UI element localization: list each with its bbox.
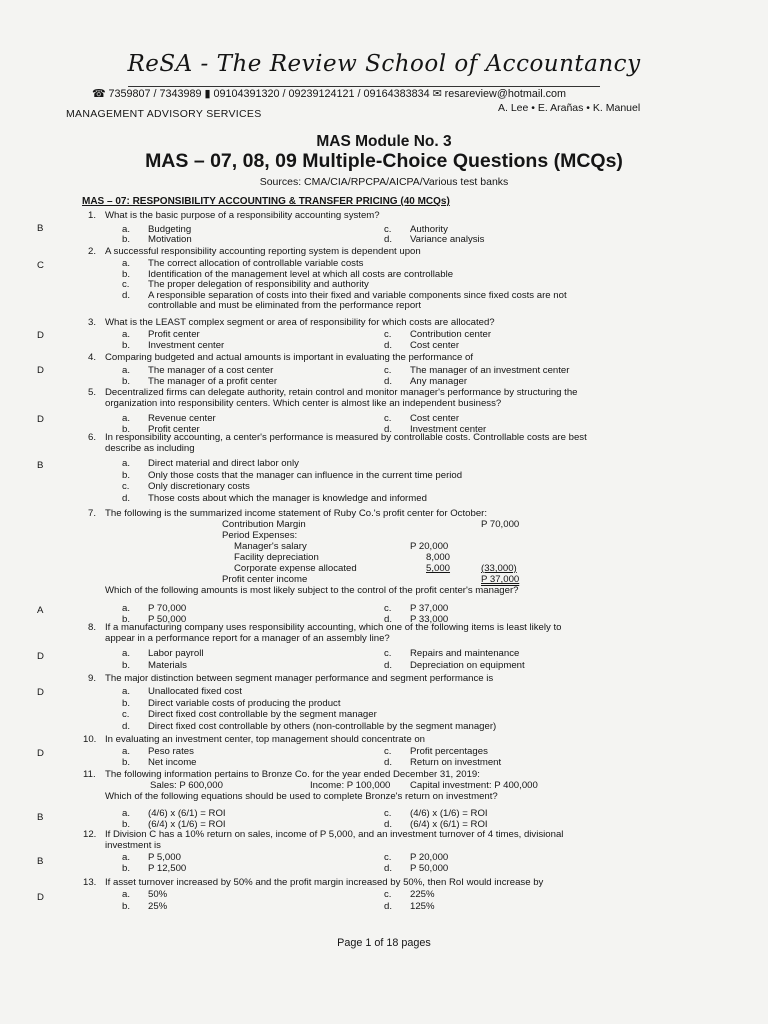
option-letter: d. (384, 901, 393, 912)
answer-key: A (37, 605, 44, 616)
answer-key: D (37, 414, 44, 425)
option-letter: a. (122, 808, 131, 819)
statement-value: 8,000 (426, 552, 451, 563)
answer-option (384, 414, 459, 425)
main-title: MAS – 07, 08, 09 Multiple-Choice Questions (MCQs) (145, 150, 623, 172)
option-letter: c. (384, 808, 392, 819)
answer-key: B (37, 223, 44, 234)
section-heading: MAS – 07: RESPONSIBILITY ACCOUNTING & TRANSFER PRICING (40 MCQs) (82, 196, 450, 207)
answer-key: B (37, 460, 44, 471)
answer-option (122, 699, 341, 710)
option-text: Revenue center (148, 413, 216, 424)
answer-key: B (37, 856, 44, 867)
option-letter: b. (122, 376, 131, 387)
option-letter: c. (384, 329, 392, 340)
option-text: The proper delegation of responsibility and authority (148, 279, 369, 291)
option-text: 125% (410, 901, 435, 912)
option-text: Profit percentages (410, 746, 488, 757)
option-text: 25% (148, 901, 168, 912)
option-text: Profit center (148, 329, 200, 340)
answer-key: D (37, 687, 44, 698)
question-text: If a manufacturing company uses responsibility accounting, which one of the following items is least likely to (105, 622, 562, 633)
statement-label: Manager's salary (234, 541, 307, 552)
option-text: Net income (148, 757, 197, 768)
option-letter: a. (122, 329, 131, 340)
question-number: 6. (88, 432, 97, 443)
statement-label: Profit center income (222, 574, 308, 585)
option-letter: b. (122, 819, 131, 830)
option-text: P 5,000 (148, 852, 181, 863)
option-text: 50% (148, 889, 168, 900)
module-title: MAS Module No. 3 (316, 133, 452, 150)
question-number: 9. (88, 673, 97, 684)
option-text: Only those costs that the manager can influence in the current time period (148, 469, 463, 481)
answer-option (122, 604, 186, 615)
option-letter: c. (384, 603, 392, 614)
answer-key: D (37, 365, 44, 376)
question-number: 10. (83, 734, 97, 745)
question-text: investment is (105, 839, 161, 851)
answer-key: D (37, 748, 44, 759)
statement-value: P 70,000 (481, 519, 520, 530)
option-letter: b. (122, 863, 131, 874)
answer-option (122, 377, 277, 388)
answer-option (384, 235, 484, 246)
answer-option (122, 747, 194, 758)
option-letter: b. (122, 614, 131, 625)
question-followup: Which of the following amounts is most likely subject to the control of the profit center's manager? (105, 585, 519, 596)
option-text: Unallocated fixed cost (148, 686, 242, 697)
option-letter: b. (122, 268, 131, 280)
option-text: Those costs about which the manager is knowledge and informed (148, 492, 427, 504)
option-letter: b. (122, 660, 131, 671)
question-text: In responsibility accounting, a center's performance is measured by controllable costs. Controllable costs are best (105, 432, 587, 443)
answer-option (122, 661, 187, 672)
question-text: The following is the summarized income statement of Ruby Co.'s profit center for October: (105, 508, 488, 519)
answer-option (384, 366, 569, 377)
option-letter: d. (384, 757, 393, 768)
sources-line: Sources: CMA/CIA/RPCPA/AICPA/Various test banks (259, 176, 509, 188)
subject-label: MANAGEMENT ADVISORY SERVICES (66, 108, 262, 120)
option-text: Cost center (410, 340, 460, 351)
option-letter: b. (122, 697, 131, 709)
answer-option (384, 902, 435, 913)
question-text: describe as including (105, 442, 195, 454)
option-text: Direct material and direct labor only (148, 458, 299, 469)
option-letter: a. (122, 258, 131, 269)
question-followup: Which of the following equations should be used to complete Bronze's return on investment? (105, 791, 498, 802)
question-text: organization into responsibility centers. Which center is almost like an independent business? (105, 397, 502, 409)
answer-option (384, 661, 525, 672)
option-text: Authority (410, 224, 448, 235)
option-text: Peso rates (148, 746, 194, 757)
option-text: The manager of an investment center (410, 365, 570, 376)
question-text: The major distinction between segment manager performance and segment performance is (105, 673, 494, 684)
answer-option (384, 809, 488, 820)
option-text: P 70,000 (148, 603, 187, 614)
option-text: P 50,000 (410, 863, 449, 874)
option-letter: c. (384, 648, 392, 659)
option-text: Budgeting (148, 224, 192, 235)
option-letter: a. (122, 648, 131, 659)
statement-value: 5,000 (426, 563, 451, 574)
option-text: P 20,000 (410, 852, 449, 863)
option-text: P 50,000 (148, 614, 187, 625)
option-text: Contribution center (410, 329, 492, 340)
question-text: appear in a performance report for a manager of an assembly line? (105, 632, 390, 644)
answer-option (122, 414, 216, 425)
question-number: 12. (83, 829, 97, 840)
statement-label: Contribution Margin (222, 519, 306, 530)
question-text: What is the basic purpose of a responsibility accounting system? (105, 210, 380, 221)
answer-option (384, 649, 519, 660)
option-letter: a. (122, 889, 131, 900)
option-letter: a. (122, 603, 131, 614)
answer-option (384, 377, 467, 388)
answer-option (384, 330, 491, 341)
option-letter: d. (122, 721, 131, 733)
school-title: ReSA - The Review School of Accountancy (127, 51, 641, 77)
option-text: controllable and must be eliminated from the performance report (148, 300, 422, 312)
option-letter: c. (384, 852, 392, 863)
option-letter: d. (384, 614, 393, 625)
statement-label: Period Expenses: (222, 530, 298, 541)
answer-option (122, 722, 496, 733)
option-letter: c. (384, 365, 392, 376)
option-letter: a. (122, 224, 131, 235)
question-text: In evaluating an investment center, top management should concentrate on (105, 734, 425, 745)
answer-option (122, 235, 192, 246)
option-text: Variance analysis (410, 234, 485, 245)
option-text: Repairs and maintenance (410, 648, 520, 659)
answer-key: D (37, 651, 44, 662)
option-letter: d. (122, 492, 131, 504)
option-letter: a. (122, 365, 131, 376)
question-number: 11. (83, 769, 96, 780)
option-text: Profit center (148, 424, 200, 435)
statement-label: Corporate expense allocated (234, 563, 357, 574)
info-income: Income: P 100,000 (310, 780, 391, 791)
answer-option (384, 864, 448, 875)
answer-option (122, 687, 242, 698)
statement-total: P 37,000 (481, 574, 520, 585)
question-text: Comparing budgeted and actual amounts is important in evaluating the performance of (105, 352, 473, 363)
question-text: The following information pertains to Bronze Co. for the year ended December 31, 2019: (105, 769, 480, 780)
answer-option (122, 459, 299, 470)
answer-option (384, 853, 448, 864)
option-text: Materials (148, 660, 187, 671)
answer-option (122, 471, 462, 482)
answer-option (122, 809, 226, 820)
option-text: (4/6) x (1/6) = ROI (410, 808, 488, 819)
answer-key: B (37, 812, 44, 823)
option-text: The manager of a cost center (148, 365, 274, 376)
question-text: What is the LEAST complex segment or area of responsibility for which costs are allocated? (105, 317, 495, 328)
answer-option (122, 710, 377, 721)
option-text: Identification of the management level at which all costs are controllable (148, 268, 454, 280)
answer-option (384, 341, 459, 352)
option-letter: d. (384, 863, 393, 874)
option-letter: d. (384, 340, 393, 351)
option-letter: a. (122, 458, 131, 469)
option-letter: b. (122, 901, 131, 912)
option-letter: d. (384, 376, 393, 387)
answer-option (122, 864, 186, 875)
option-text: Investment center (410, 424, 487, 435)
answer-option (384, 604, 448, 615)
option-text: 225% (410, 889, 435, 900)
answer-key: C (37, 260, 44, 271)
option-text: A responsible separation of costs into their fixed and variable components since fixed costs are not (148, 289, 567, 301)
answer-option (122, 902, 167, 913)
question-number: 1. (88, 210, 97, 221)
question-number: 2. (88, 246, 97, 257)
option-text: Return on investment (410, 757, 502, 768)
statement-value: P 20,000 (410, 541, 449, 552)
option-letter: c. (384, 746, 392, 757)
title-rule (128, 86, 600, 87)
authors: A. Lee • E. Arañas • K. Manuel (498, 102, 641, 114)
option-text: (4/6) x (6/1) = ROI (148, 808, 226, 819)
option-letter: c. (122, 481, 130, 492)
option-text: Labor payroll (148, 648, 204, 659)
option-letter: c. (122, 709, 130, 721)
option-letter: c. (384, 889, 392, 900)
option-text: The manager of a profit center (148, 376, 278, 387)
answer-option (122, 341, 224, 352)
option-text: P 33,000 (410, 614, 449, 625)
answer-key: D (37, 330, 44, 341)
answer-option (122, 890, 167, 901)
question-text: If Division C has a 10% return on sales, income of P 5,000, and an investment turnover of 4 times, divisional (105, 829, 564, 840)
option-letter: b. (122, 757, 131, 768)
option-text: (6/4) x (6/1) = ROI (410, 819, 488, 830)
answer-option (122, 853, 181, 864)
question-number: 7. (88, 508, 97, 519)
option-text: The correct allocation of controllable variable costs (148, 258, 364, 269)
answer-option (122, 494, 427, 505)
answer-option (384, 758, 501, 769)
option-letter: d. (122, 289, 131, 301)
question-number: 13. (83, 877, 97, 888)
statement-label: Facility depreciation (234, 552, 319, 563)
option-text: Investment center (148, 340, 225, 351)
option-letter: b. (122, 340, 131, 351)
answer-option (122, 649, 203, 660)
option-text: Depreciation on equipment (410, 660, 525, 671)
option-letter: d. (384, 660, 393, 671)
option-letter: a. (122, 413, 131, 424)
option-letter: c. (122, 279, 130, 291)
question-text: A successful responsibility accounting reporting system is dependent upon (105, 246, 421, 257)
answer-option (122, 482, 250, 493)
question-text: Decentralized firms can delegate authority, retain control and monitor manager's performance by structuring the (105, 387, 578, 398)
answer-option (384, 890, 435, 901)
answer-option (122, 330, 200, 341)
option-letter: b. (122, 424, 131, 435)
answer-key: D (37, 892, 44, 903)
question-number: 4. (88, 352, 97, 363)
option-letter: b. (122, 469, 131, 481)
option-letter: c. (384, 413, 392, 424)
option-text: Any manager (410, 376, 468, 387)
info-capital: Capital investment: P 400,000 (410, 780, 538, 791)
option-letter: c. (384, 224, 392, 235)
option-text: Cost center (410, 413, 460, 424)
option-letter: a. (122, 686, 131, 697)
statement-total: (33,000) (481, 563, 517, 574)
info-sales: Sales: P 600,000 (150, 780, 223, 791)
option-text: (6/4) x (1/6) = ROI (148, 819, 226, 830)
option-text: P 37,000 (410, 603, 449, 614)
option-text: Direct variable costs of producing the product (148, 697, 341, 709)
page-footer: Page 1 of 18 pages (337, 937, 431, 949)
question-text: If asset turnover increased by 50% and the profit margin increased by 50%, then RoI would increase by (105, 877, 544, 888)
option-text: Direct fixed cost controllable by the segment manager (148, 709, 377, 721)
contact-line: ☎ 7359807 / 7343989 ▮ 09104391320 / 09239124121 / 09164383834 ✉ resareview@hotmail.com (92, 88, 567, 100)
option-letter: a. (122, 746, 131, 757)
answer-option (384, 747, 488, 758)
answer-option (122, 758, 197, 769)
option-letter: d. (384, 234, 393, 245)
option-letter: d. (384, 819, 393, 830)
question-number: 8. (88, 622, 97, 633)
option-text: P 12,500 (148, 863, 187, 874)
question-number: 5. (88, 387, 97, 398)
option-text: Direct fixed cost controllable by others (non-controllable by the segment manager) (148, 721, 497, 733)
option-letter: b. (122, 234, 131, 245)
option-letter: d. (384, 424, 393, 435)
option-text: Only discretionary costs (148, 481, 250, 492)
answer-option (122, 366, 273, 377)
answer-option (122, 301, 421, 312)
option-letter: a. (122, 852, 131, 863)
question-number: 3. (88, 317, 97, 328)
option-text: Motivation (148, 234, 192, 245)
